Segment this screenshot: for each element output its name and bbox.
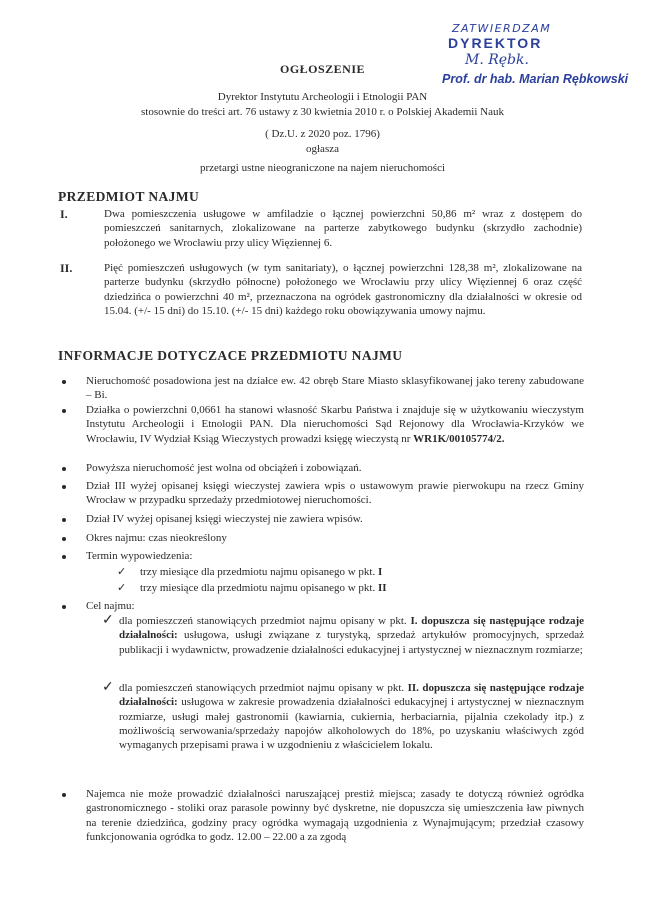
stamp-director-text: DYREKTOR <box>448 35 543 51</box>
item-text-1: Dwa pomieszczenia usługowe w amfiladzie o łącznej powierzchni 50,86 m² wraz z dostępem do pomieszczeń sanitarnych, zlokalizowane na parterze zabytkowego budynku (skrzydło zachodnie) położonego we Wrocławiu przy ulicy Więziennej 6. <box>104 208 582 249</box>
info-bullet-7: Termin wypowiedzenia: <box>86 550 193 562</box>
handwritten-signature: M. Rębk. <box>465 52 529 68</box>
section-title-subject: PRZEDMIOT NAJMU <box>58 189 200 204</box>
stamp-approve-text: ZATWIERDZAM <box>452 22 552 35</box>
purpose-2-detail: usługowa w zakresie prowadzenia działalności edukacyjnej i artystycznej w nieznacznym rozmiarze, usługi małej gastronomii (kawiarnia, cukiernia, herbaciarnia, pijalnia czekolady itp.) z możliwością serwowania/sprzedaży napojów alkoholowych do 18%, po uzyskaniu właściwych zgód wymaganych przepisami prawa i w uzgodnieniu z właścicielem lokalu. <box>119 696 585 752</box>
header-line-2: stosownie do treści art. 76 ustawy z 30 kwietnia 2010 r. o Polskiej Akademii Nauk <box>141 106 504 118</box>
bullet-icon <box>62 518 66 522</box>
checkmark-icon: ✓ <box>102 613 114 628</box>
land-register-number: WR1K/00105774/2. <box>413 432 505 445</box>
purpose-2-lead: dla pomieszczeń stanowiących przedmiot najmu opisany w pkt. <box>119 682 405 694</box>
bullet-icon <box>62 380 66 384</box>
purpose-1-detail: usługowa, usługi związane z turystyką, sprzedaż artykułów promocyjnych, sprzedaż publikacji i wydawnictw, prowadzenie działalności edukacyjnej i artystycznej w nieznacznym rozmiarze; <box>119 629 584 656</box>
checkmark-icon: ✓ <box>117 566 127 578</box>
notice-period-1-text: trzy miesiące dla przedmiotu najmu opisanego w pkt. <box>140 566 376 578</box>
info-bullet-6: Okres najmu: czas nieokreślony <box>86 532 227 544</box>
header-line-5: przetargi ustne nieograniczone na najem nieruchomości <box>199 162 446 174</box>
purpose-2 <box>119 681 584 752</box>
bullet-icon <box>62 485 66 489</box>
info-bullet-2 <box>86 403 584 446</box>
item-number-1: I. <box>60 207 68 221</box>
header-line-4: ogłasza <box>306 143 339 155</box>
section-title-info: INFORMACJE DOTYCZACE PRZEDMIOTU NAJMU <box>58 348 403 363</box>
item-number-2: II. <box>60 261 73 275</box>
bullet-icon <box>62 793 66 797</box>
notice-period-2-text: trzy miesiące dla przedmiotu najmu opisanego w pkt. <box>140 582 376 594</box>
bullet-icon <box>62 537 66 541</box>
info-bullet-9: Najemca nie może prowadzić działalności naruszającej prestiż miejsca; zasady te dotyczą również ogródka gastronomicznego - stoliki oraz parasole powinny być dyskretne, nie dopuszcza się umieszczenia ław piwnych na terenie dziedzińca, godziny pracy ogródka wymagają uzgodnienia z Wynajmującym; przedział czasowy funkcjonowania ogródka to godz. 12.00 – 22.00 a za zgodą <box>86 788 584 843</box>
info-bullet-5: Dział IV wyżej opisanej księgi wieczystej nie zawiera wpisów. <box>86 513 363 525</box>
info-bullet-4: Dział III wyżej opisanej księgi wieczystej zawiera wpis o ustawowym prawie pierwokupu na rzecz Gminy Wrocław w przypadku sprzedaży przedmiotowej nieruchomości. <box>86 480 584 507</box>
header-line-3: ( Dz.U. z 2020 poz. 1796) <box>265 128 380 140</box>
bullet-icon <box>62 605 66 609</box>
item-text-2: Pięć pomieszczeń usługowych (w tym sanitariaty), o łącznej powierzchni 128,38 m², zlokalizowane na parterze budynku (skrzydło północne) położonego we Wrocławiu przy ulicy Więziennej 6 oraz część dziedzińca o powierzchni 40 m², przeznaczona na ogródek gastronomiczny dla działalności w okresie od 15.04. (+/- 15 dni) do 15.10. (+/- 15 dni) każdego roku obowiązywania umowy najmu. <box>104 262 582 317</box>
notice-period-1 <box>140 565 580 579</box>
notice-period-2 <box>140 581 580 595</box>
info-bullet-3: Powyższa nieruchomość jest wolna od obciążeń i zobowiązań. <box>86 462 362 474</box>
info-bullet-8: Cel najmu: <box>86 600 135 612</box>
notice-period-2-num: II <box>377 582 387 594</box>
checkmark-icon: ✓ <box>117 582 127 594</box>
purpose-2-allowed: II. dopuszcza się następujące rodzaje działalności: <box>119 682 584 709</box>
notice-period-1-num: I <box>377 566 383 578</box>
purpose-1-allowed: I. dopuszcza się następujące rodzaje działalności: <box>119 615 585 642</box>
document-title: OGŁOSZENIE <box>279 62 366 76</box>
bullet-icon <box>62 409 66 413</box>
purpose-1-lead: dla pomieszczeń stanowiących przedmiot najmu opisany w pkt. <box>119 615 407 627</box>
info-bullet-1: Nieruchomość posadowiona jest na działce ew. 42 obręb Stare Miasto sklasyfikowanej jako tereny zabudowane – Bi. <box>86 375 584 402</box>
stamp-director-name: Prof. dr hab. Marian Rębkowski <box>442 72 629 86</box>
bullet-icon <box>62 555 66 559</box>
purpose-1 <box>119 614 584 657</box>
header-line-1: Dyrektor Instytutu Archeologii i Etnologii PAN <box>217 91 428 103</box>
checkmark-icon: ✓ <box>102 680 114 695</box>
info-bullet-2-text: Działka o powierzchni 0,0661 ha stanowi własność Skarbu Państwa i znajduje się w użytkowaniu wieczystym Instytutu Archeologii i Etnologii PAN. Dla nieruchomości Sąd Rejonowy dla Wrocławia-Krzyków we Wrocławiu, IV Wydział Ksiąg Wieczystych prowadzi księgę wieczystą nr <box>86 404 584 445</box>
bullet-icon <box>62 467 66 471</box>
